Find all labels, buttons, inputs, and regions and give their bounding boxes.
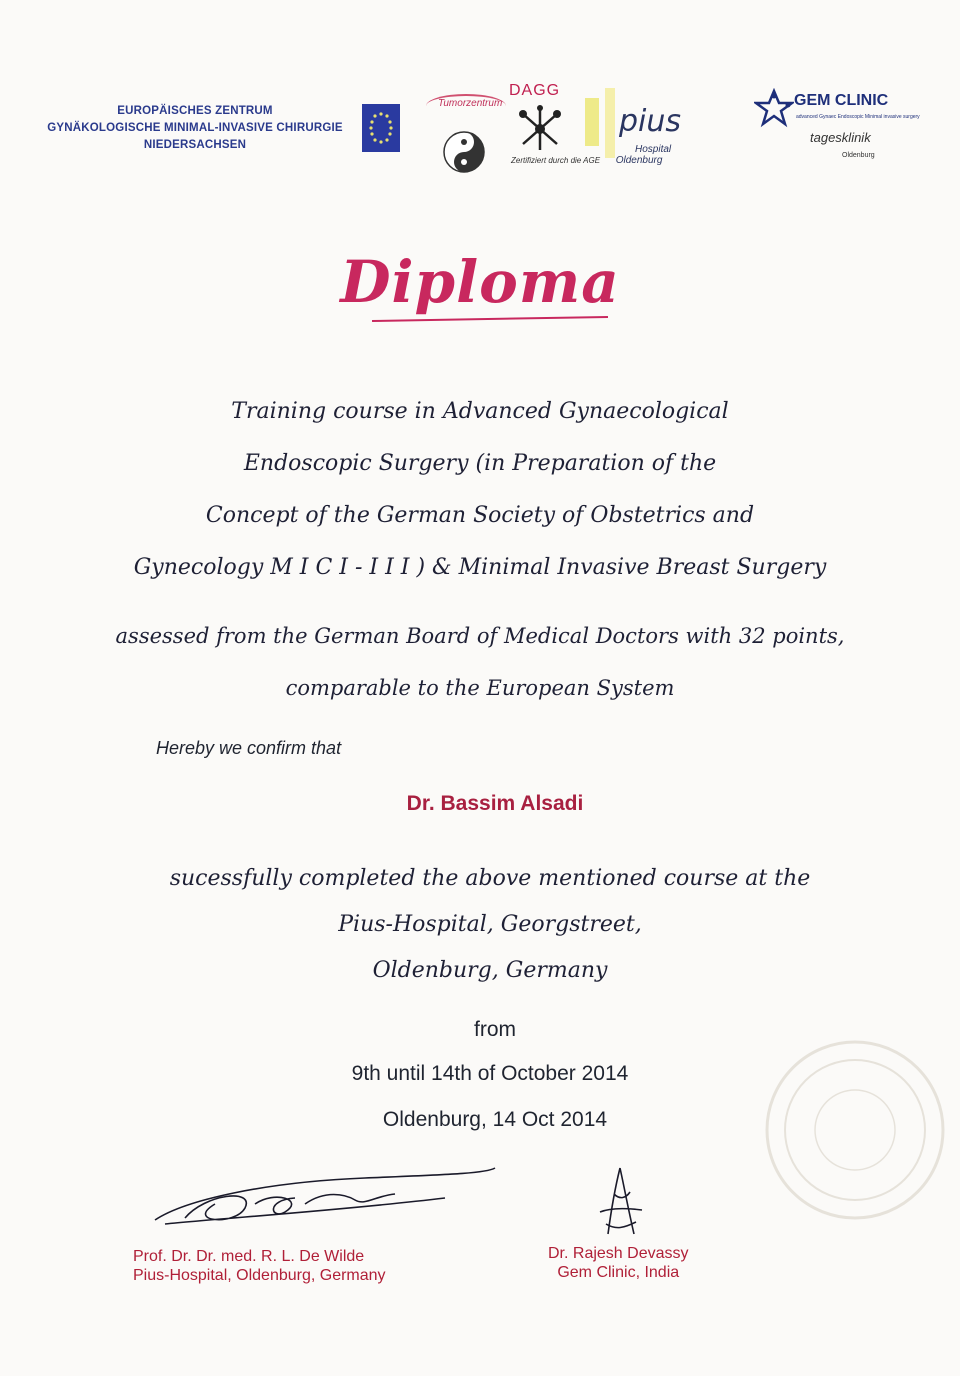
zentrum-line-3: NIEDERSACHSEN (143, 139, 247, 151)
completed-line-1: sucessfully completed the above mentioned course at the (169, 866, 811, 891)
signer-1 (133, 1247, 386, 1285)
completion-text (10, 856, 960, 994)
tumorzentrum-label: Tumorzentrum (438, 98, 503, 109)
eu-flag-icon (362, 104, 400, 152)
confirmation-intro: Hereby we confirm that (156, 738, 342, 758)
signer-2-name: Dr. Rajesh Devassy (548, 1245, 689, 1262)
course-line-4: Gynecology M I C I - I I I ) & Minimal Invasive Breast Surgery (133, 555, 827, 580)
signer-1-affiliation: Pius-Hospital, Oldenburg, Germany (133, 1267, 386, 1284)
signer-2 (548, 1244, 689, 1282)
diploma-title: Diploma (340, 248, 620, 316)
pius-hospital-logo (585, 88, 715, 178)
assessed-line-2: comparable to the European System (285, 676, 675, 700)
tumorzentrum-logo (420, 92, 510, 180)
zentrum-line-2: GYNÄKOLOGISCHE MINIMAL-INVASIVE CHIRURGIE (47, 122, 343, 134)
pius-wordmark: pius (619, 104, 682, 139)
yin-yang-icon (442, 130, 486, 174)
european-center-logo-text (30, 103, 360, 154)
dagg-title: DAGG (509, 82, 561, 99)
signer-2-affiliation: Gem Clinic, India (557, 1264, 680, 1281)
course-line-1: Training course in Advanced Gynaecological (231, 399, 729, 424)
gem-star-icon (754, 88, 794, 128)
gem-clinic-tagline: advanced Gynaec Endoscopic Minimal invasive surgery (796, 114, 920, 120)
recipient-name: Dr. Bassim Alsadi (406, 792, 584, 815)
tagesklinik-label: tagesklinik (810, 130, 871, 145)
assessed-line-1: assessed from the German Board of Medical Doctors with 32 points, (115, 624, 845, 648)
gem-oldenburg-label: Oldenburg (842, 152, 875, 159)
course-dates: 9th until 14th of October 2014 (351, 1062, 629, 1085)
pius-hospital-label: Hospital (635, 144, 672, 155)
course-line-2: Endoscopic Surgery (in Preparation of the (243, 451, 717, 476)
signer-1-name: Prof. Dr. Dr. med. R. L. De Wilde (133, 1248, 365, 1265)
pius-oldenburg-label: Oldenburg (615, 155, 663, 166)
title-underline (372, 316, 608, 322)
gem-clinic-title: GEM CLINIC (794, 92, 889, 109)
zentrum-line-1: EUROPÄISCHES ZENTRUM (117, 105, 273, 117)
completed-line-2: Pius-Hospital, Georgstreet, (338, 912, 642, 937)
course-description (0, 386, 960, 594)
pius-bar-1 (585, 98, 599, 146)
accreditation-text (0, 610, 960, 714)
completed-line-3: Oldenburg, Germany (372, 958, 608, 983)
from-label: from (474, 1018, 516, 1041)
course-line-3: Concept of the German Society of Obstetrics and (205, 503, 755, 528)
dagg-figure-icon (515, 104, 565, 154)
place-and-date: Oldenburg, 14 Oct 2014 (382, 1108, 608, 1131)
signature-de-wilde (145, 1160, 505, 1240)
embossed-seal-icon (760, 1035, 950, 1225)
gem-clinic-logo (750, 88, 940, 178)
signature-devassy (590, 1164, 650, 1240)
dagg-logo (505, 82, 601, 182)
pius-subtitle (607, 144, 671, 166)
dagg-cert: Zertifiziert durch die AGE (511, 156, 601, 165)
